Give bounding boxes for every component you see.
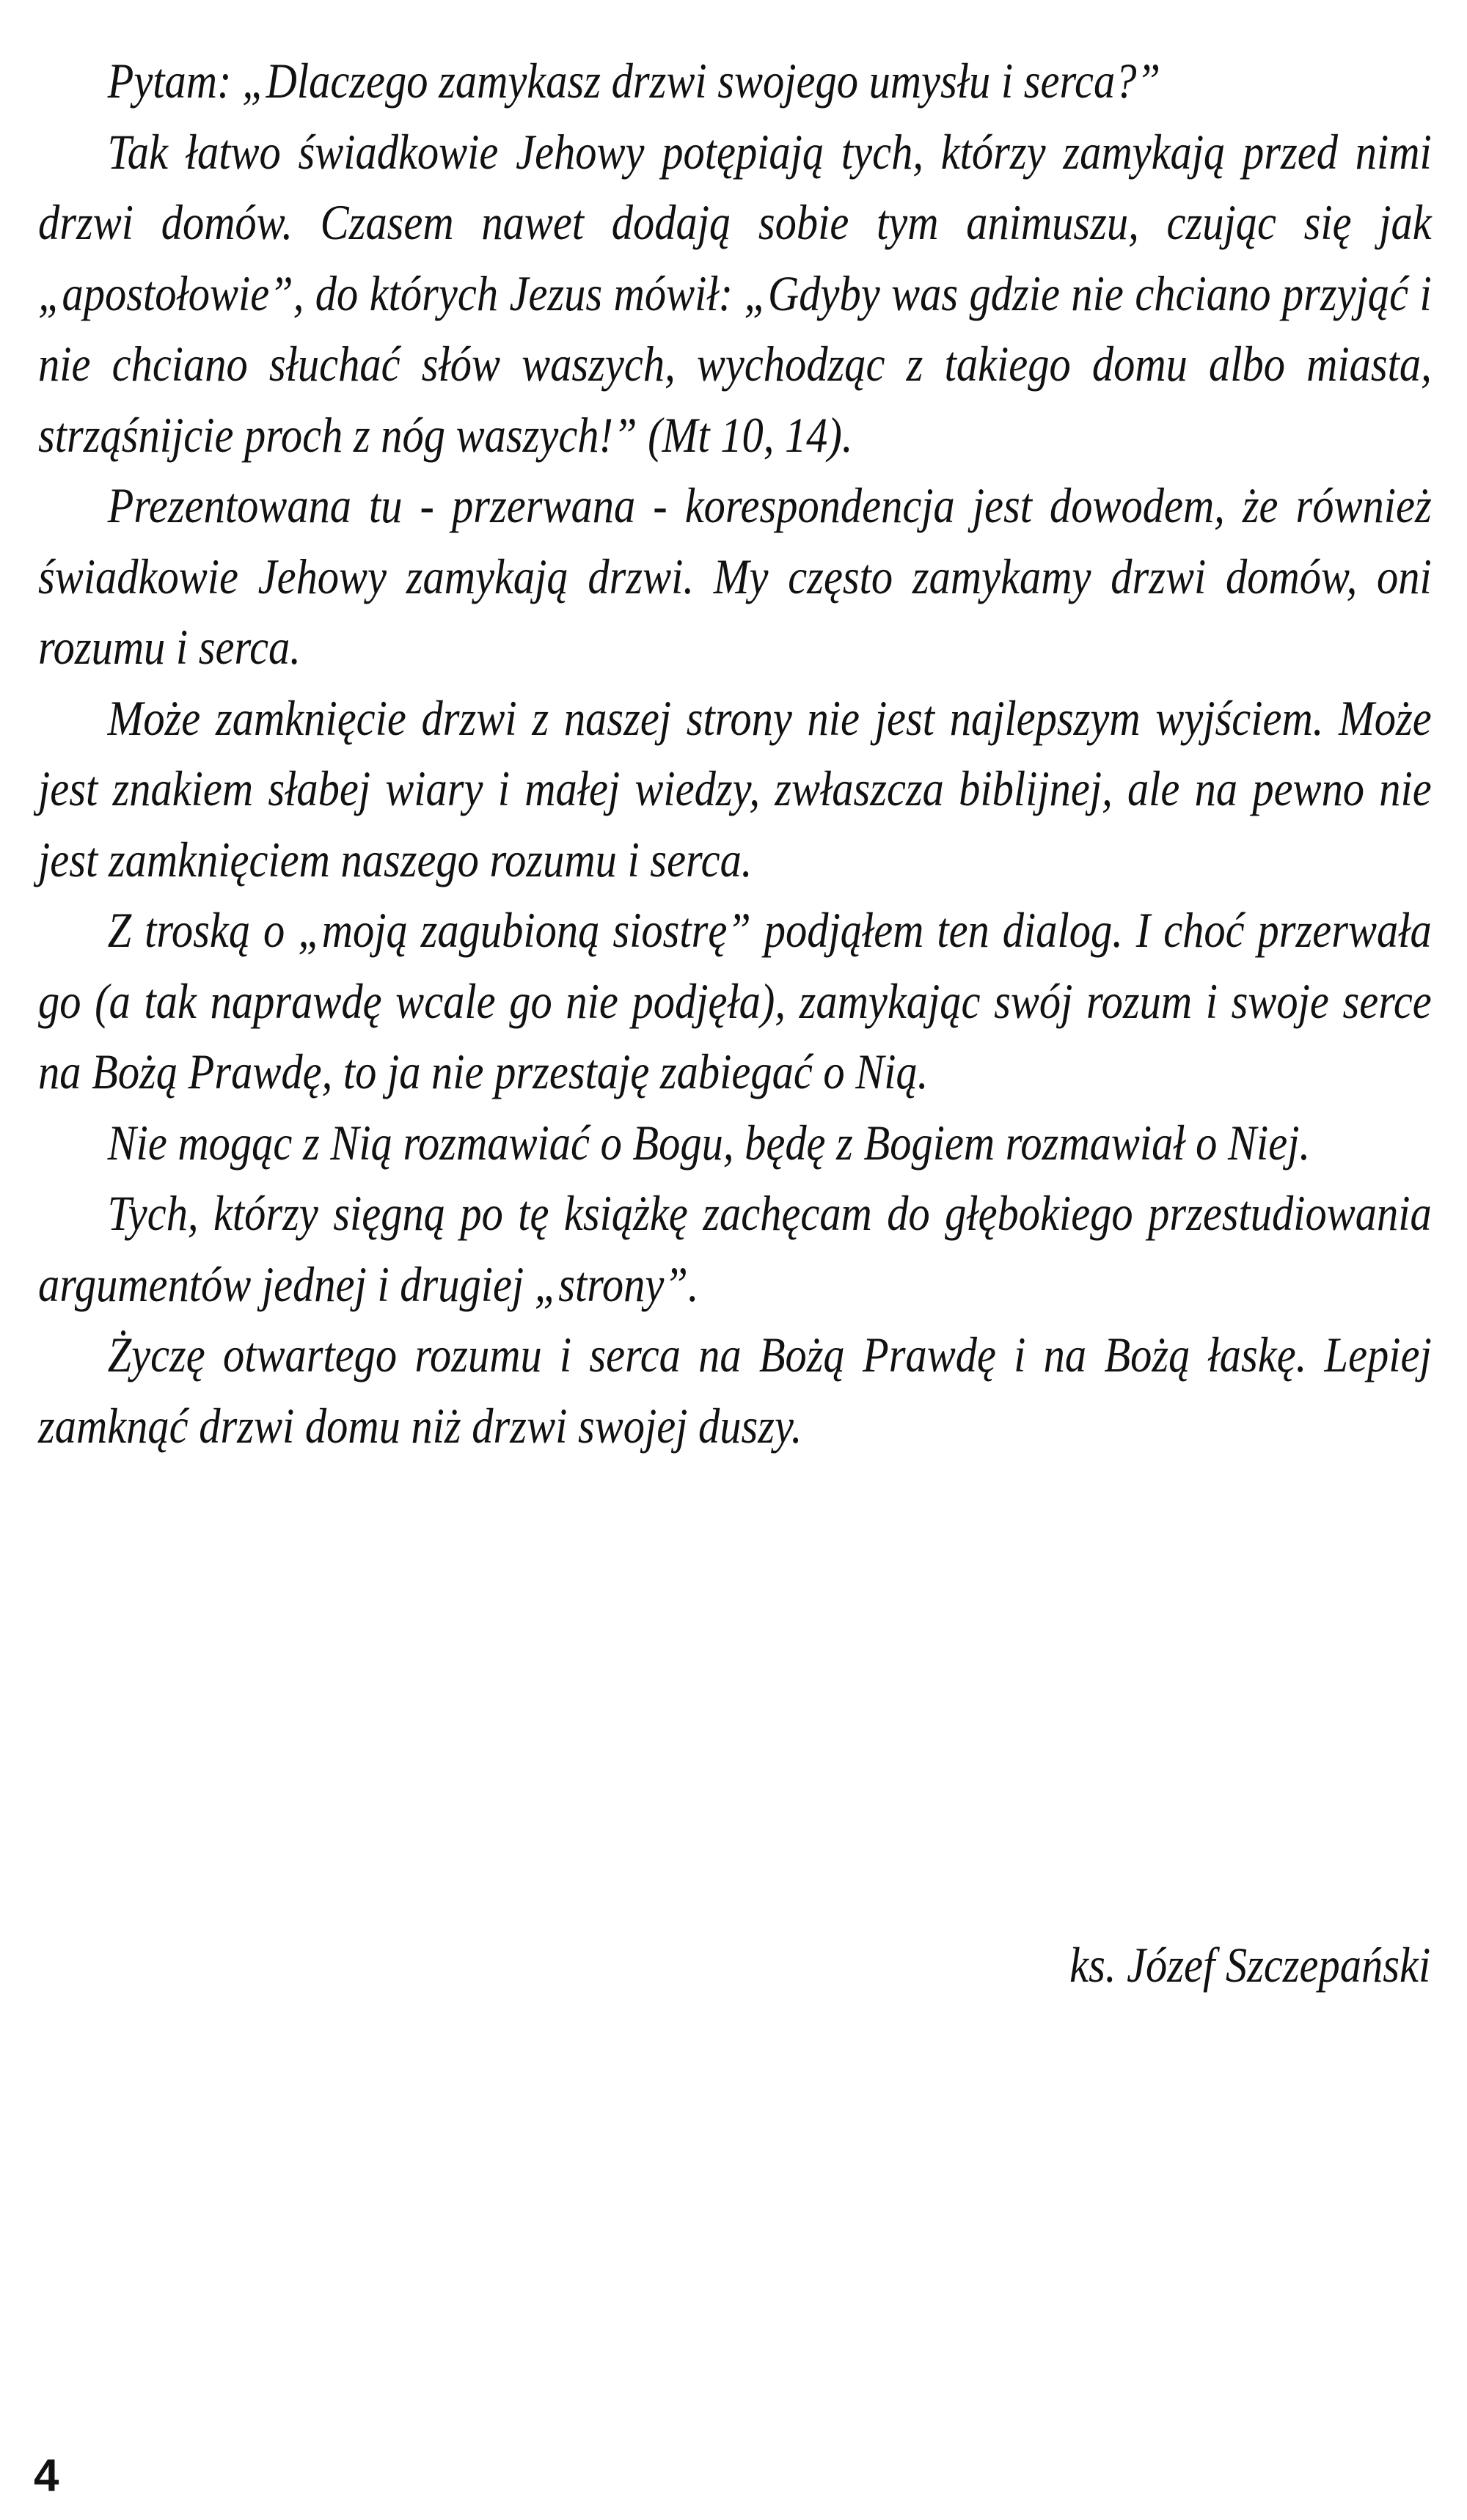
paragraph-lost-sister: Z troską o „moją zagubioną siostrę” podjąłem ten dialog. I choć przerwała go (a tak naprawdę wcale go nie podjęła), zamykając swój rozum i swoje serce na Bożą Prawdę, to ja nie przestaję zabiegać o Nią. bbox=[38, 902, 1432, 1099]
author-signature: ks. Józef Szczepański bbox=[1069, 1937, 1430, 1993]
paragraph-jehovah-witnesses: Tak łatwo świadkowie Jehowy potępiają tych, którzy zamykają przed nimi drzwi domów. Czasem nawet dodają sobie tym animuszu, czując się jak „apostołowie”, do których Jezus mówił: „Gdyby was gdzie nie chciano przyjąć i nie chciano słuchać słów waszych, wychodząc z takiego domu albo miasta, strząśnijcie proch z nóg waszych!” (Mt 10, 14). bbox=[38, 123, 1432, 463]
paragraph-correspondence: Prezentowana tu - przerwana - korespondencja jest dowodem, że również świadkowie Jehowy zamykają drzwi. My często zamykamy drzwi domów, oni rozumu i serca. bbox=[38, 477, 1432, 675]
document-body bbox=[38, 45, 1432, 1461]
paragraph-talk-to-god: Nie mogąc z Nią rozmawiać o Bogu, będę z Bogiem rozmawiał o Niej. bbox=[107, 1114, 1311, 1171]
paragraph-wish: Życzę otwartego rozumu i serca na Bożą Prawdę i na Bożą łaskę. Lepiej zamknąć drzwi domu niż drzwi swojej duszy. bbox=[38, 1327, 1432, 1454]
paragraph-encourage-readers: Tych, którzy sięgną po tę książkę zachęcam do głębokiego przestudiowania argumentów jednej i drugiej „strony”. bbox=[38, 1185, 1432, 1312]
page-number: 4 bbox=[34, 2450, 59, 2501]
paragraph-question: Pytam: „Dlaczego zamykasz drzwi swojego umysłu i serca?” bbox=[107, 53, 1160, 109]
paragraph-closing-doors: Może zamknięcie drzwi z naszej strony nie jest najlepszym wyjściem. Może jest znakiem słabej wiary i małej wiedzy, zwłaszcza biblijnej, ale na pewno nie jest zamknięciem naszego rozumu i serca. bbox=[38, 689, 1432, 887]
